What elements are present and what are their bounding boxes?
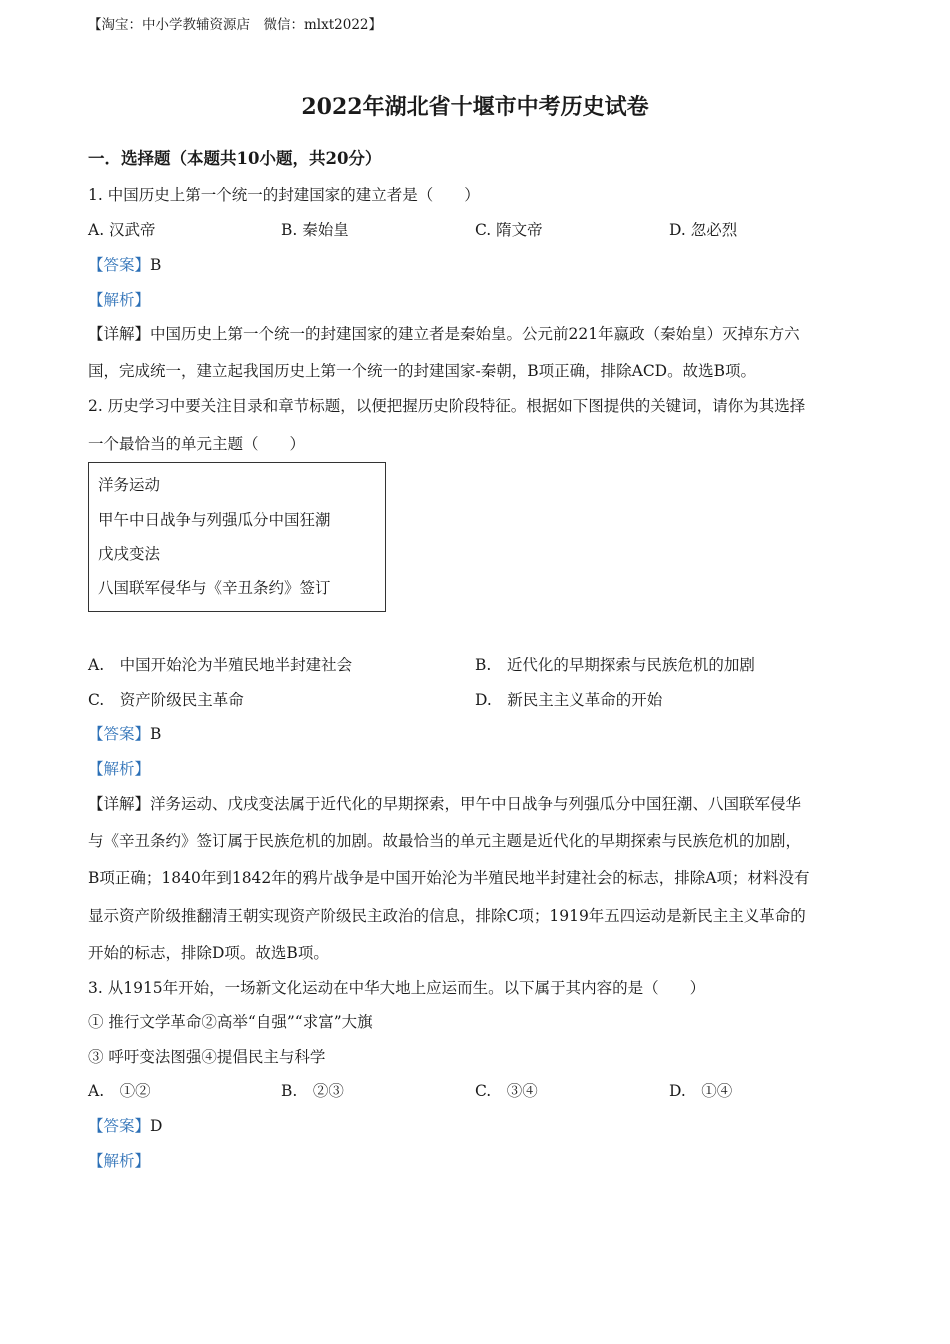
q2-stem-line-2: 一个最恰当的单元主题（ ） xyxy=(88,435,306,453)
keyword-item: 甲午中日战争与列强瓜分中国狂潮 xyxy=(98,511,331,529)
q3-answer xyxy=(88,1114,162,1136)
q3-option-a: A. ①② xyxy=(88,1082,151,1100)
q3-items-line-2: ③ 呼吁变法图强④提倡民主与科学 xyxy=(88,1048,326,1066)
keyword-item: 戊戌变法 xyxy=(98,545,161,563)
q2-answer-value: B xyxy=(150,725,162,743)
section-heading: 一．选择题（本题共10小题，共20分） xyxy=(88,149,382,168)
detail-label: 【详解】 xyxy=(88,325,151,343)
keyword-item: 八国联军侵华与《辛丑条约》签订 xyxy=(98,579,331,597)
q2-option-d: D. 新民主主义革命的开始 xyxy=(475,691,663,709)
q1-option-c: C. 隋文帝 xyxy=(475,221,543,239)
q2-answer xyxy=(88,722,161,744)
page-header: 【淘宝：中小学教辅资源店 微信：mlxt2022】 xyxy=(88,17,383,33)
q2-detail-line-2: 与《辛丑条约》签订属于民族危机的加剧。故最恰当的单元主题是近代化的早期探索与民族危机的加剧， xyxy=(88,832,802,850)
q3-option-c: C. ③④ xyxy=(475,1082,538,1100)
answer-label: 【答案】 xyxy=(88,256,151,274)
q3-items-line-1: ① 推行文学革命②高举“自强”“求富”大旗 xyxy=(88,1013,373,1031)
q2-option-a: A. 中国开始沦为半殖民地半封建社会 xyxy=(88,656,353,674)
q3-answer-value: D xyxy=(150,1117,163,1135)
q2-detail-line-3: B项正确；1840年到1842年的鸦片战争是中国开始沦为半殖民地半封建社会的标志，排除A项；材料没有 xyxy=(88,869,810,887)
q2-keyword-box xyxy=(88,462,386,612)
q2-detail-line-4: 显示资产阶级推翻清王朝实现资产阶级民主政治的信息，排除C项；1919年五四运动是新民主主义革命的 xyxy=(88,907,806,925)
q2-detail-line-1: 【详解】洋务运动、戊戌变法属于近代化的早期探索，甲午中日战争与列强瓜分中国狂潮、八国联军侵华 xyxy=(88,795,802,813)
q1-answer xyxy=(88,253,161,275)
q1-detail-line-1: 【详解】中国历史上第一个统一的封建国家的建立者是秦始皇。公元前221年嬴政（秦始皇）灭掉东方六 xyxy=(88,325,800,343)
q1-option-a: A. 汉武帝 xyxy=(88,221,156,239)
q1-answer-value: B xyxy=(150,256,162,274)
detail-label: 【详解】 xyxy=(88,795,151,813)
q2-option-b: B. 近代化的早期探索与民族危机的加剧 xyxy=(475,656,755,674)
q2-detail-line-5: 开始的标志，排除D项。故选B项。 xyxy=(88,944,329,962)
answer-label: 【答案】 xyxy=(88,725,151,743)
q2-analysis-label: 【解析】 xyxy=(88,760,151,778)
q1-option-b: B. 秦始皇 xyxy=(281,221,349,239)
q3-stem: 3. 从1915年开始，一场新文化运动在中华大地上应运而生。以下属于其内容的是（ ） xyxy=(88,979,706,997)
q3-option-d: D. ①④ xyxy=(669,1082,733,1100)
q1-analysis-label: 【解析】 xyxy=(88,291,151,309)
q2-stem-line-1: 2. 历史学习中要关注目录和章节标题，以便把握历史阶段特征。根据如下图提供的关键词，请你为其选择 xyxy=(88,397,806,415)
page-title: 2022年湖北省十堰市中考历史试卷 xyxy=(301,94,649,120)
keyword-item: 洋务运动 xyxy=(98,476,161,494)
q1-option-d: D. 忽必烈 xyxy=(669,221,738,239)
q1-stem: 1. 中国历史上第一个统一的封建国家的建立者是（ ） xyxy=(88,186,480,204)
q3-option-b: B. ②③ xyxy=(281,1082,344,1100)
q1-detail-line-2: 国，完成统一，建立起我国历史上第一个统一的封建国家-秦朝，B项正确，排除ACD。故选B项。 xyxy=(88,362,757,380)
q2-option-c: C. 资产阶级民主革命 xyxy=(88,691,244,709)
answer-label: 【答案】 xyxy=(88,1117,151,1135)
q3-analysis-label: 【解析】 xyxy=(88,1152,151,1170)
